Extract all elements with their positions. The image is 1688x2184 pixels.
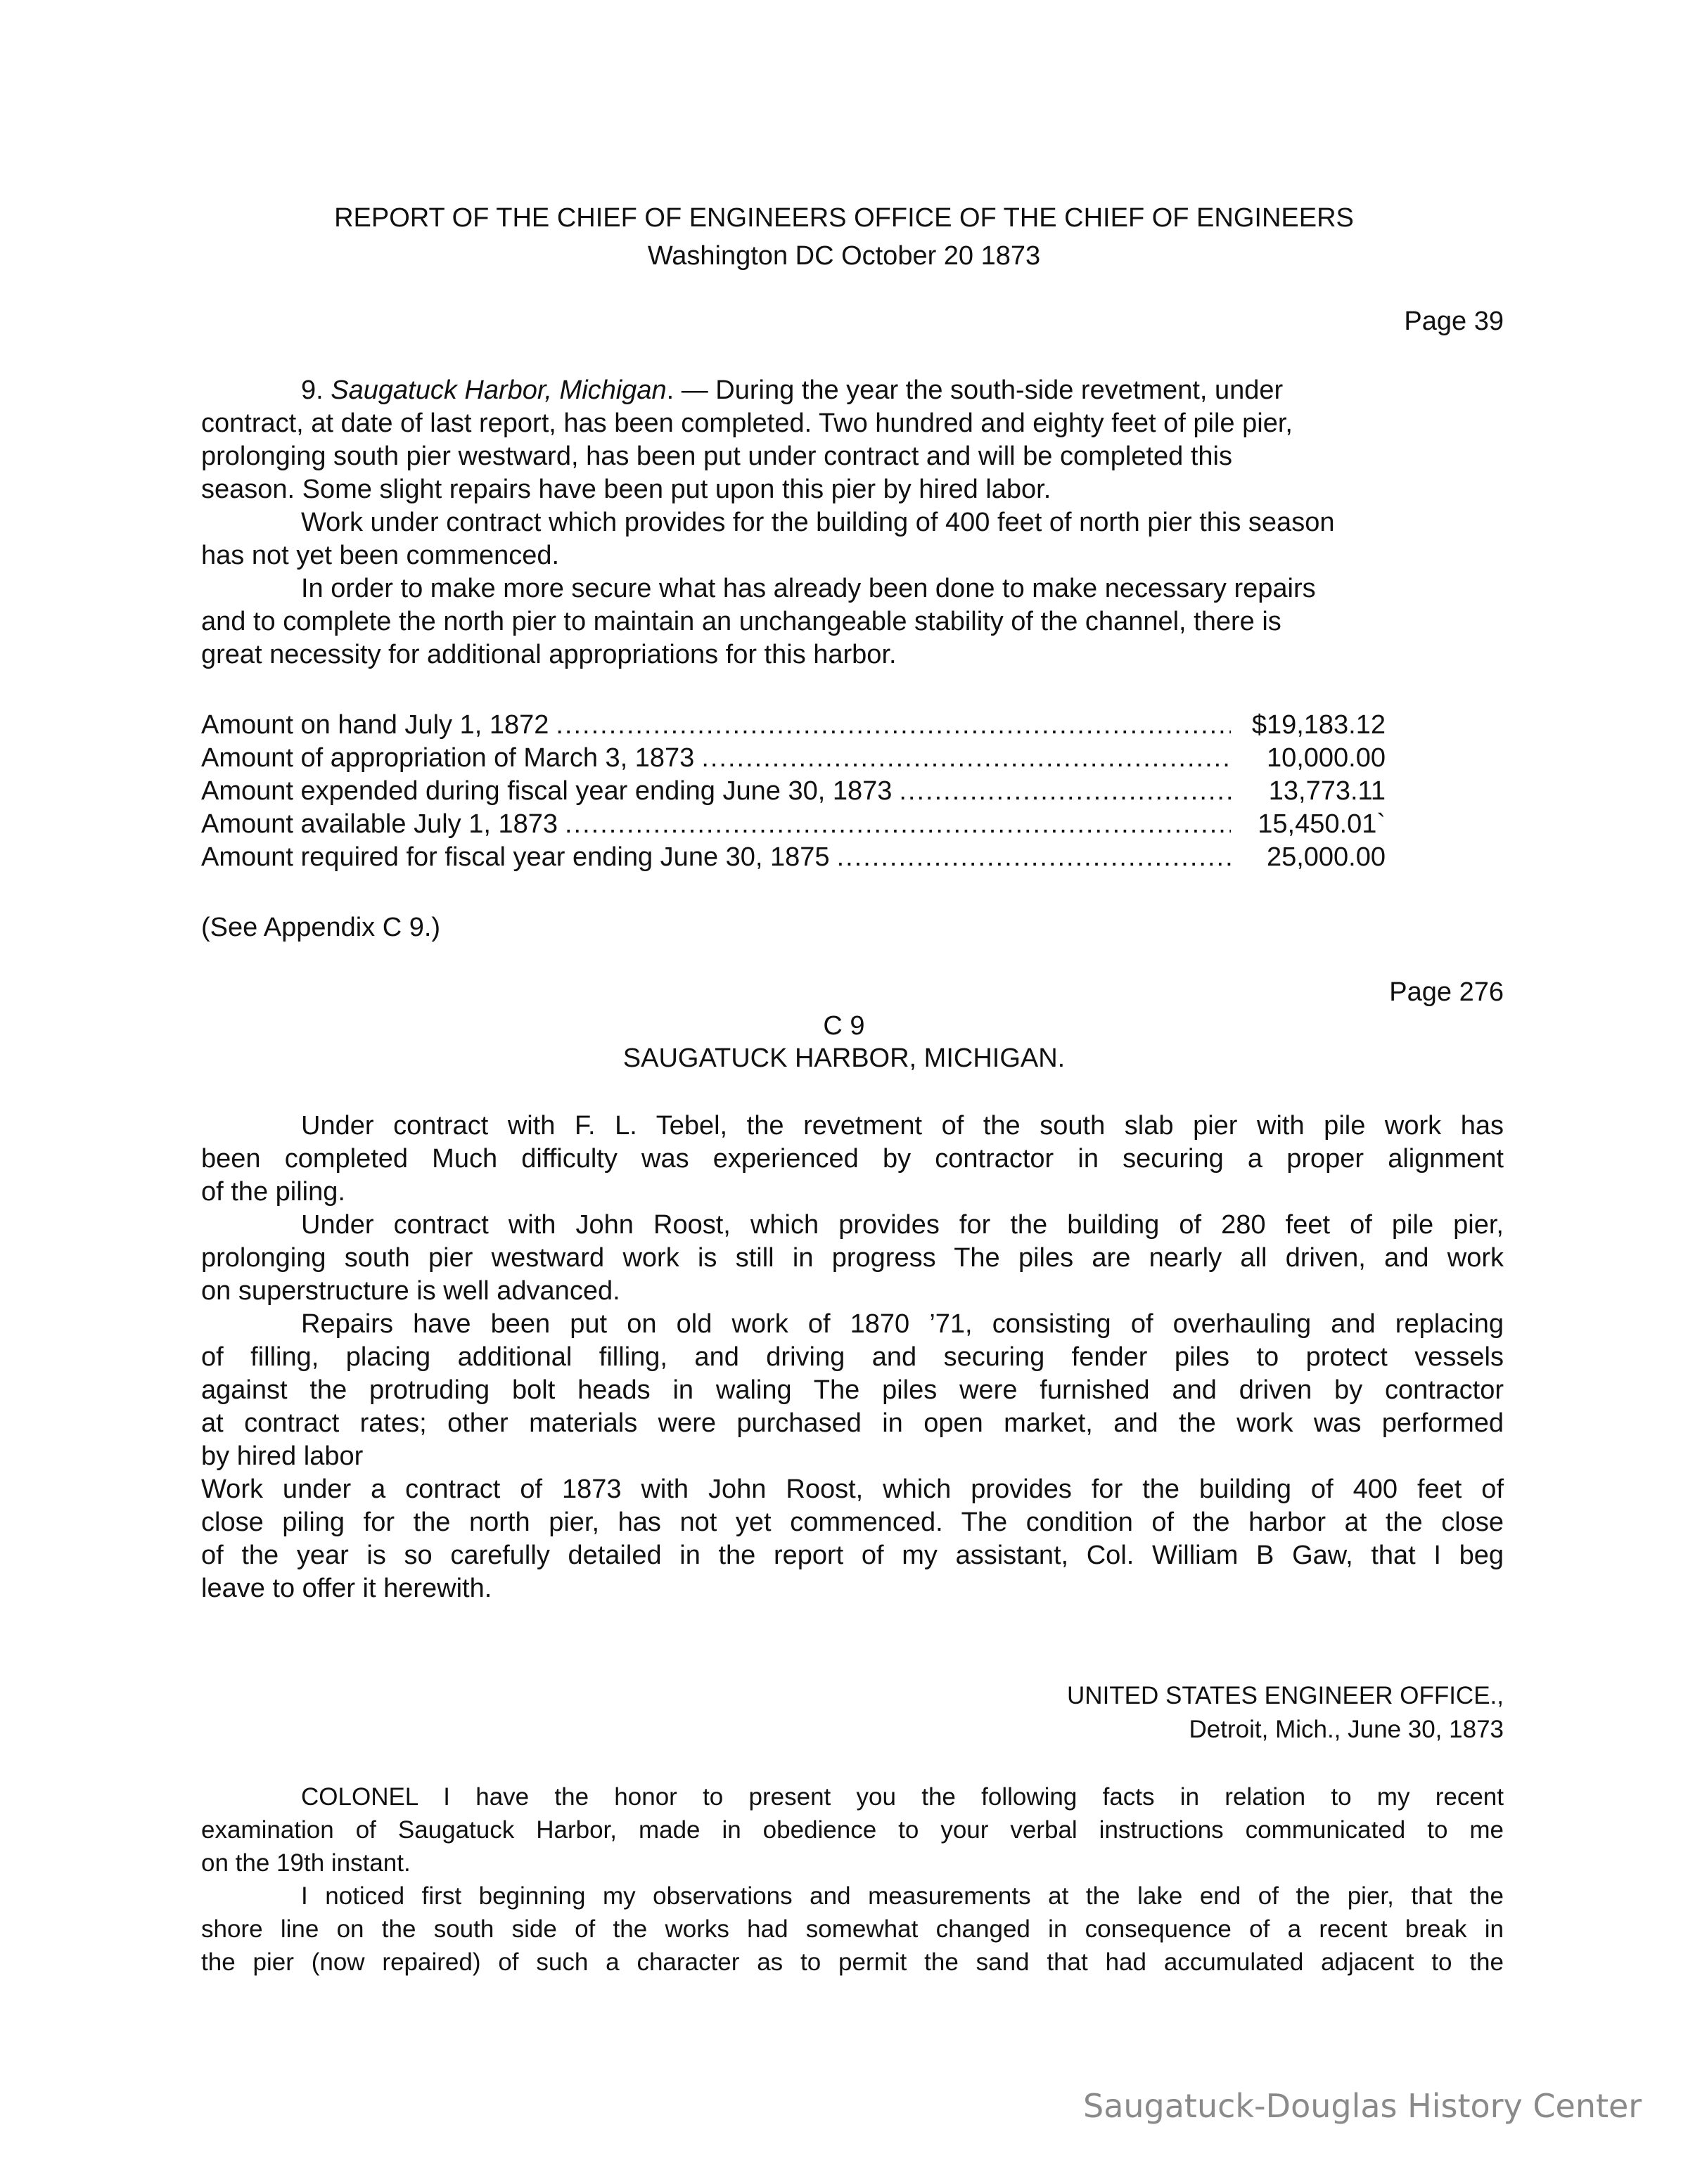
leader-dots: [556, 709, 1231, 742]
text-line: of filling, placing additional filling, and driving and securing fender piles to protect vessels: [201, 1342, 1504, 1372]
leader-dots: [565, 808, 1231, 841]
text-line: been completed Much difficulty was experienced by contractor in securing a proper alignment: [201, 1144, 1504, 1174]
text-line: close piling for the north pier, has not yet commenced. The condition of the harbor at the close: [201, 1508, 1504, 1537]
amount-label: Amount of appropriation of March 3, 1873: [201, 743, 695, 773]
text-line: at contract rates; other materials were purchased in open market, and the work was performed: [201, 1408, 1504, 1438]
appendix-body: [201, 1110, 1504, 1605]
amount-label: Amount required for fiscal year ending June 30, 1875: [201, 842, 830, 872]
appendix-code: C 9: [823, 1011, 865, 1041]
amount-row: [201, 742, 1386, 775]
amount-row: [201, 808, 1386, 841]
section-saugatuck-report: [201, 374, 1504, 672]
amount-value: $19,183.12: [1251, 710, 1386, 740]
text-line: season. Some slight repairs have been put upon this pier by hired labor.: [201, 475, 1051, 504]
text-line: prolonging south pier westward work is still in progress The piles are nearly all driven, and work: [201, 1243, 1504, 1273]
text-line: by hired labor: [201, 1441, 364, 1471]
text-span: . — During the year the south-side revetment, under: [666, 375, 1284, 405]
amount-value: 15,450.01`: [1258, 809, 1386, 839]
amount-value: 13,773.11: [1268, 776, 1386, 806]
page-number-39: Page 39: [1404, 307, 1504, 336]
text-line: of the year is so carefully detailed in the report of my assistant, Col. William B Gaw, that I beg: [201, 1541, 1504, 1570]
text-line: In order to make more secure what has already been done to make necessary repairs: [301, 574, 1316, 603]
amount-label: Amount expended during fiscal year ending June 30, 1873: [201, 776, 893, 806]
leader-dots: [837, 841, 1231, 874]
text-line: of the piling.: [201, 1177, 345, 1207]
amount-value: 25,000.00: [1266, 842, 1386, 872]
report-title: REPORT OF THE CHIEF OF ENGINEERS OFFICE OF THE CHIEF OF ENGINEERS: [334, 203, 1354, 233]
amounts-table: [201, 709, 1504, 874]
text-line: Repairs have been put on old work of 1870 ’71, consisting of overhauling and replacing: [301, 1309, 1504, 1339]
letter-body: [201, 1780, 1504, 1979]
text-line: against the protruding bolt heads in waling The piles were furnished and driven by contractor: [201, 1375, 1504, 1405]
leader-dots: [899, 775, 1231, 808]
amount-row: [201, 841, 1386, 874]
text-line: on superstructure is well advanced.: [201, 1276, 620, 1306]
watermark: Saugatuck-Douglas History Center: [1083, 2087, 1642, 2125]
letter-office: UNITED STATES ENGINEER OFFICE.,: [1067, 1682, 1504, 1709]
see-appendix-note: (See Appendix C 9.): [201, 913, 441, 942]
text-line: Work under contract which provides for the building of 400 feet of north pier this season: [301, 508, 1335, 537]
amount-row: [201, 709, 1386, 742]
text-line: and to complete the north pier to maintain an unchangeable stability of the channel, there is: [201, 607, 1281, 636]
amount-value: 10,000.00: [1266, 743, 1386, 773]
text-line: leave to offer it herewith.: [201, 1574, 492, 1603]
text-line: great necessity for additional appropriations for this harbor.: [201, 640, 897, 669]
page-number-276: Page 276: [1389, 977, 1504, 1007]
text-line: the pier (now repaired) of such a character as to permit the sand that had accumulated adjacent to the: [201, 1948, 1504, 1976]
amount-label: Amount on hand July 1, 1872: [201, 710, 549, 740]
text-line: shore line on the south side of the works had somewhat changed in consequence of a recent break in: [201, 1915, 1504, 1943]
text-line: Under contract with F. L. Tebel, the revetment of the south slab pier with pile work has: [301, 1111, 1504, 1141]
text-line: contract, at date of last report, has been completed. Two hundred and eighty feet of pile pier,: [201, 409, 1293, 438]
text-line: I noticed first beginning my observations and measurements at the lake end of the pier, that the: [301, 1882, 1504, 1910]
item-number: 9.: [301, 375, 331, 405]
text-line: COLONEL I have the honor to present you the following facts in relation to my recent: [301, 1783, 1504, 1811]
report-subtitle: Washington DC October 20 1873: [647, 241, 1041, 271]
letter-place-date: Detroit, Mich., June 30, 1873: [1189, 1716, 1504, 1743]
item-title: Saugatuck Harbor, Michigan: [331, 375, 667, 405]
text-line: Work under a contract of 1873 with John Roost, which provides for the building of 400 feet of: [201, 1475, 1504, 1504]
amount-row: [201, 775, 1386, 808]
text-line: Under contract with John Roost, which provides for the building of 280 feet of pile pier,: [301, 1210, 1504, 1240]
text-line: has not yet been commenced.: [201, 541, 560, 570]
text-line: [201, 374, 1504, 407]
leader-dots: [701, 742, 1231, 775]
appendix-heading: SAUGATUCK HARBOR, MICHIGAN.: [622, 1043, 1066, 1073]
amount-label: Amount available July 1, 1873: [201, 809, 558, 839]
text-line: prolonging south pier westward, has been put under contract and will be completed this: [201, 442, 1232, 471]
text-line: on the 19th instant.: [201, 1849, 411, 1877]
text-line: examination of Saugatuck Harbor, made in obedience to your verbal instructions communicated to me: [201, 1816, 1504, 1844]
